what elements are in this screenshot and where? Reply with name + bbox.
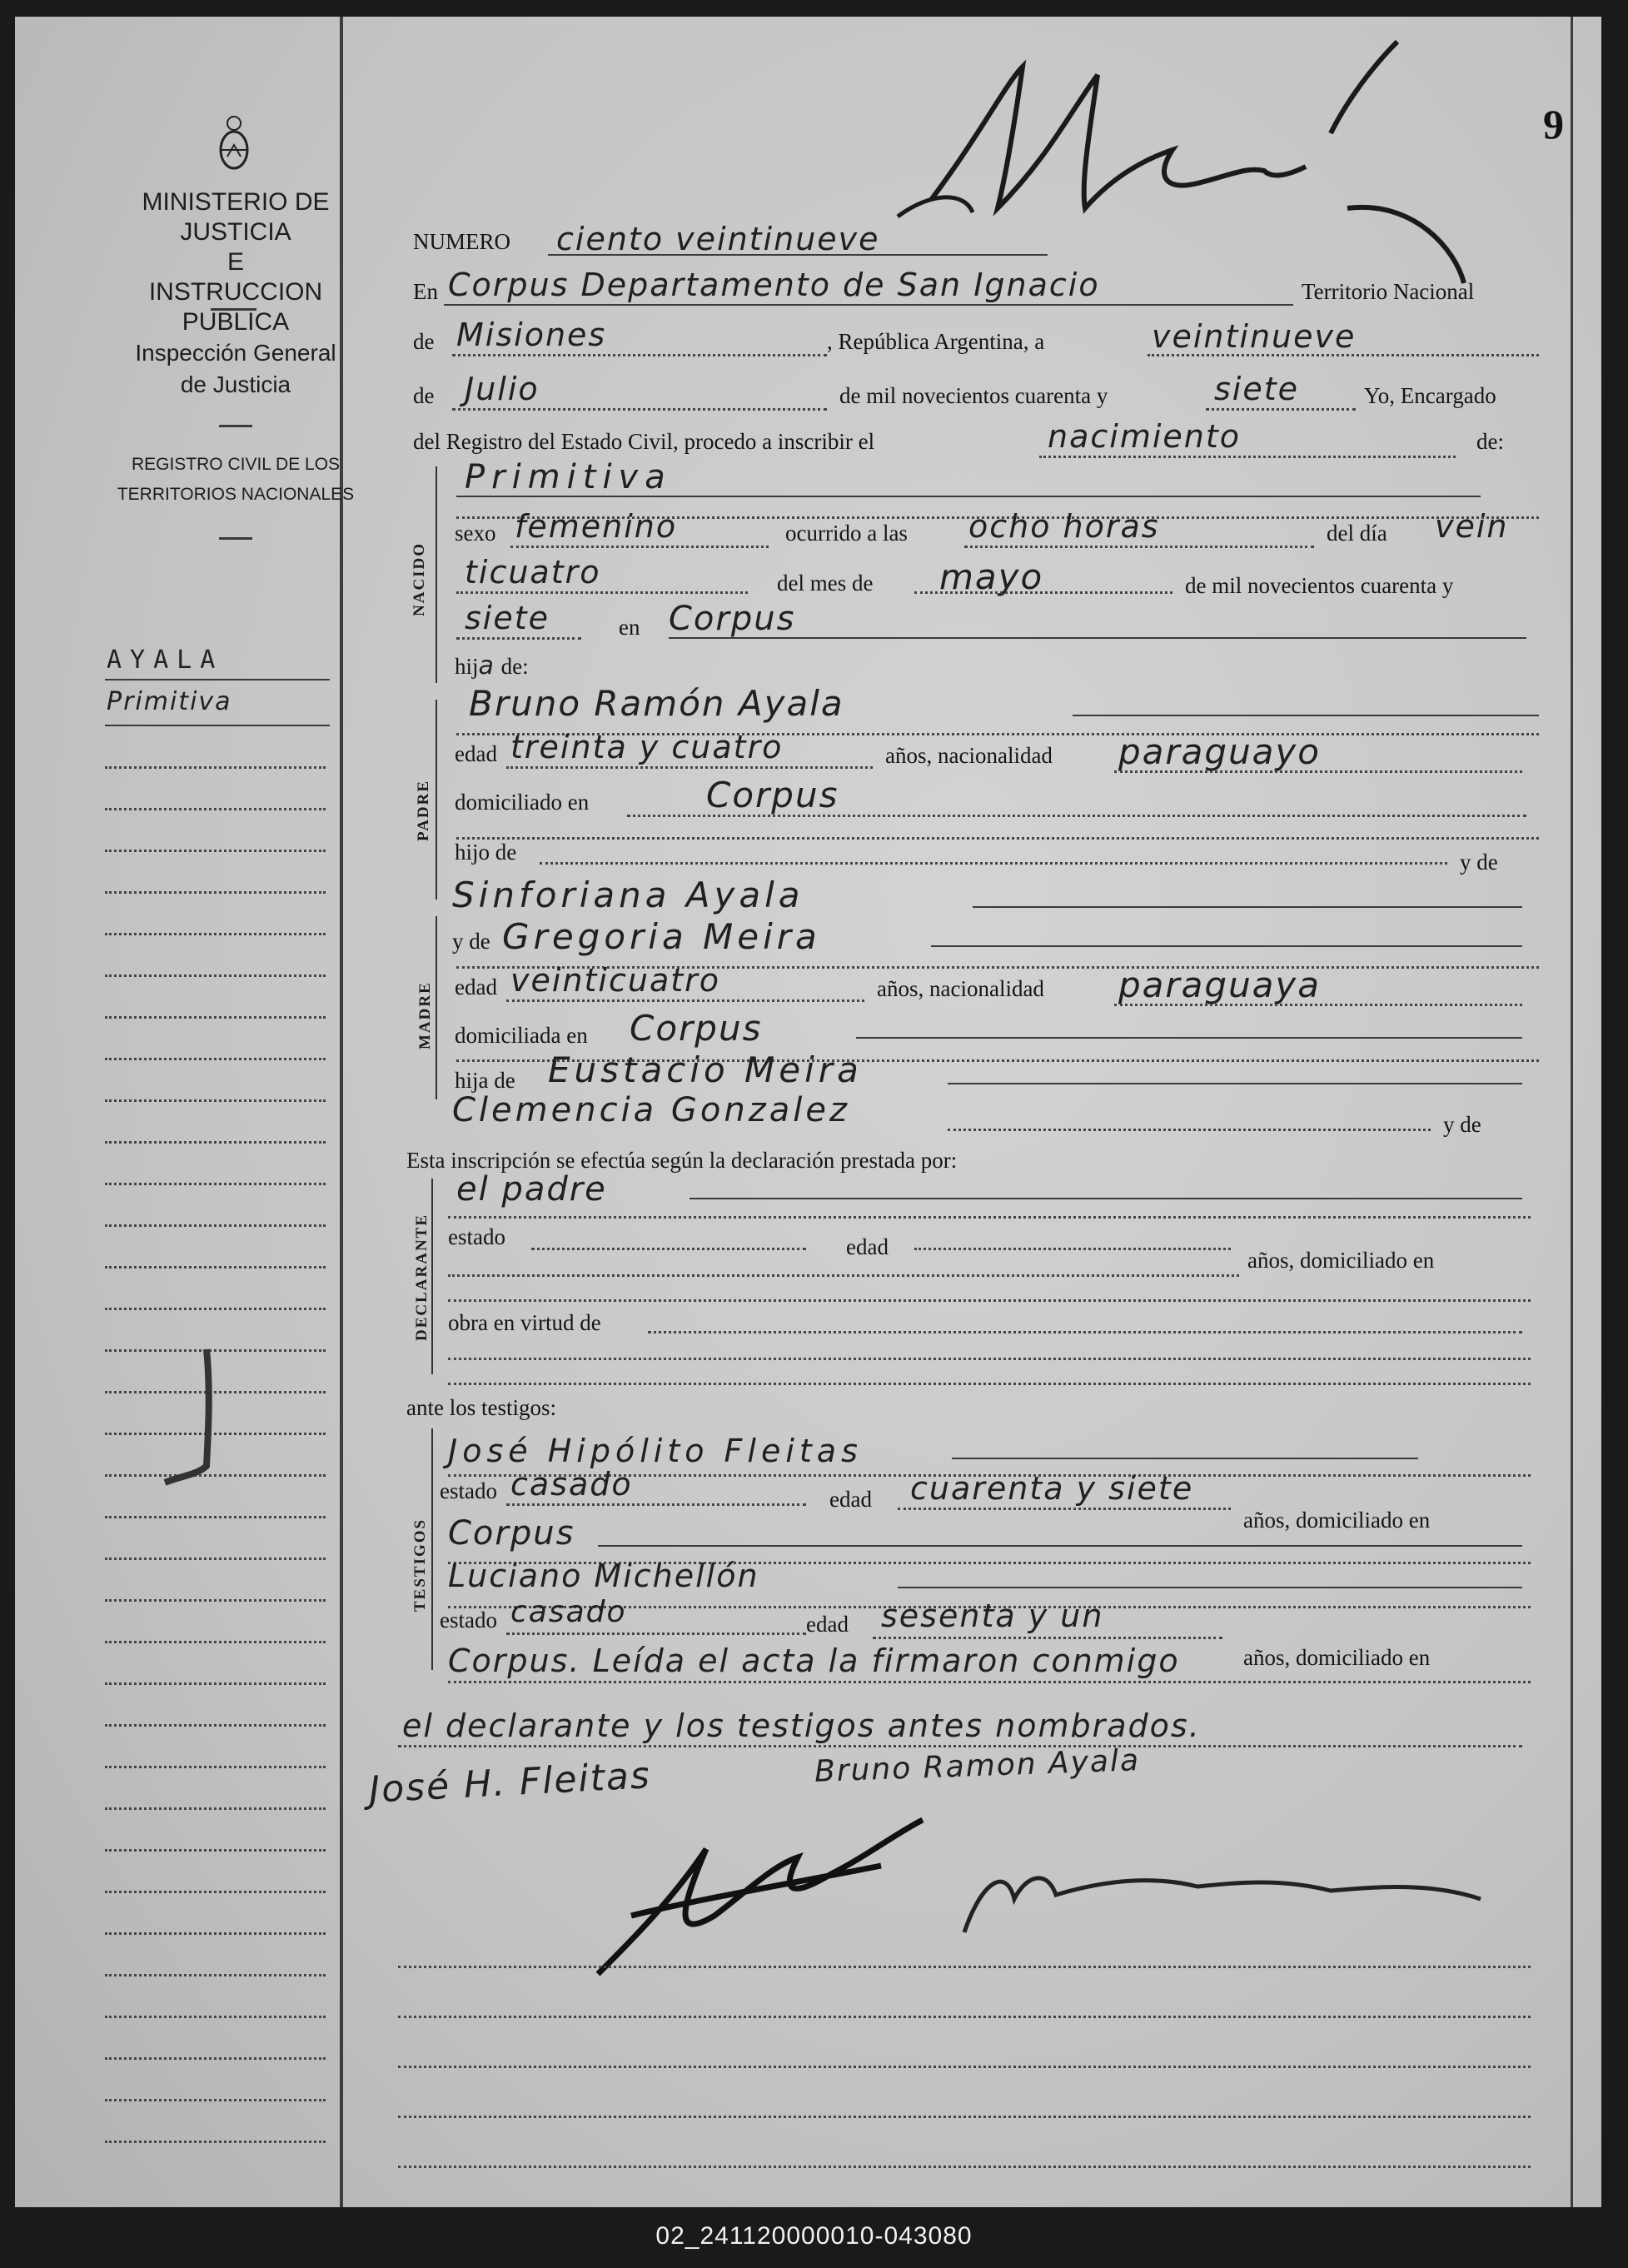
label-declarante-estado: estado xyxy=(448,1224,505,1249)
field-dia-nac-2: ticuatro xyxy=(465,554,601,591)
field-testigo1-nombre: José Hipólito Fleitas xyxy=(448,1433,863,1469)
label-del-mes: del mes de xyxy=(777,571,874,596)
heading-divider xyxy=(211,308,256,311)
field-madre-madre: Clemencia Gonzalez xyxy=(452,1091,850,1129)
field-acto: nacimiento xyxy=(1048,418,1242,455)
label-en: En xyxy=(413,279,438,304)
field-line xyxy=(1039,456,1456,458)
field-line xyxy=(948,1129,1431,1131)
closing-line-2: el declarante y los testigos antes nombrados. xyxy=(402,1707,1201,1744)
label-ocurrido: ocurrido a las xyxy=(785,521,908,546)
field-anio-inscripcion: siete xyxy=(1214,371,1300,407)
section-label-testigos: TESTIGOS xyxy=(411,1518,429,1612)
field-line xyxy=(448,1383,1531,1385)
field-line xyxy=(973,906,1522,908)
field-line xyxy=(456,637,581,640)
field-hija-suffix: a xyxy=(478,651,495,680)
field-lugar: Corpus Departamento de San Ignacio xyxy=(448,267,1100,303)
label-declarante-dom: años, domiciliado en xyxy=(1247,1248,1435,1273)
field-line xyxy=(456,496,1481,497)
label-yo: Yo, Encargado xyxy=(1364,383,1496,408)
label-de: de xyxy=(413,329,435,354)
label-padre-dom: domiciliado en xyxy=(455,790,590,815)
label-madre-dom: domiciliada en xyxy=(455,1023,588,1048)
field-line xyxy=(898,1587,1522,1588)
field-line xyxy=(506,999,864,1002)
field-mes-inscripcion: Julio xyxy=(465,371,540,407)
inspection-heading xyxy=(94,337,377,401)
label-y-de-final: y de xyxy=(1443,1112,1481,1137)
label-numero: NUMERO xyxy=(413,229,511,254)
field-line xyxy=(506,1503,806,1506)
field-line xyxy=(540,862,1447,865)
label-ante-testigos: ante los testigos: xyxy=(406,1395,556,1420)
label-y-de-madre: y de xyxy=(452,929,490,954)
field-line xyxy=(952,1458,1418,1459)
field-line xyxy=(914,1248,1231,1250)
field-testigo2-estado: casado xyxy=(510,1595,627,1629)
label-inscripcion: Esta inscripción se efectúa según la declaración prestada por: xyxy=(406,1148,958,1173)
label-hijo-de: hijo de xyxy=(455,840,517,865)
section-brace-declarante xyxy=(431,1179,448,1374)
section-brace-madre xyxy=(436,916,452,1099)
margin-ink-mark xyxy=(148,1341,240,1491)
field-line xyxy=(510,546,769,548)
field-line xyxy=(448,1299,1531,1302)
section-brace-nacido xyxy=(436,466,452,683)
field-madre-nombre: Gregoria Meira xyxy=(502,916,821,957)
field-padre-edad: treinta y cuatro xyxy=(510,729,784,765)
label-testigo2-estado: estado xyxy=(440,1608,497,1632)
field-madre-nac: paraguaya xyxy=(1118,965,1322,1005)
label-republica: , República Argentina, a xyxy=(827,329,1045,354)
field-nombre: Primitiva xyxy=(465,458,672,496)
section-label-declarante: DECLARANTE xyxy=(413,1213,431,1341)
section-brace-testigos xyxy=(431,1428,448,1670)
label-declarante-edad: edad xyxy=(846,1234,889,1259)
label-sexo: sexo xyxy=(455,521,496,546)
field-padre-nac: paraguayo xyxy=(1118,731,1321,772)
label-testigo1-estado: estado xyxy=(440,1478,497,1503)
field-padre-dom: Corpus xyxy=(706,775,839,815)
section-label-nacido: NACIDO xyxy=(411,541,428,616)
inspection-line-2: de Justicia xyxy=(180,371,291,397)
second-witness-signature xyxy=(948,1849,1497,1949)
label-testigo1-dom: años, domiciliado en xyxy=(1243,1508,1431,1533)
field-line xyxy=(506,1632,806,1635)
field-line xyxy=(1114,1004,1522,1006)
ministry-line-3: INSTRUCCION PUBLICA xyxy=(148,278,323,336)
label-registro: del Registro del Estado Civil, procedo a inscribir el xyxy=(413,429,875,454)
field-numero: ciento veintinueve xyxy=(556,221,880,257)
label-hij: hij xyxy=(455,654,479,679)
field-line xyxy=(873,1637,1222,1639)
label-madre-edad: edad xyxy=(455,974,497,999)
field-line xyxy=(648,1331,1522,1333)
label-testigo1-edad: edad xyxy=(829,1487,872,1512)
scan-caption: 02_241120000010-043080 xyxy=(655,2222,973,2250)
field-line xyxy=(456,837,1539,840)
label-padre-edad: edad xyxy=(455,741,497,766)
field-line xyxy=(452,354,827,356)
section-label-padre: PADRE xyxy=(415,779,432,841)
registry-heading xyxy=(94,450,377,510)
label-mil-nac: de mil novecientos cuarenta y xyxy=(1185,573,1454,598)
folio-number: 9 xyxy=(1543,101,1564,147)
field-dia-nac-1: vein xyxy=(1435,508,1509,545)
label-y-de: y de xyxy=(1460,850,1498,875)
field-line xyxy=(1073,715,1539,716)
official-signature xyxy=(581,1816,964,1982)
field-mes-nac: mayo xyxy=(939,556,1044,597)
field-line xyxy=(456,591,748,594)
field-madre-dom: Corpus xyxy=(630,1008,763,1049)
field-sexo: femenino xyxy=(515,508,678,545)
field-testigo2-edad: sesenta y un xyxy=(881,1598,1104,1634)
field-padre-madre: Sinforiana Ayala xyxy=(452,875,804,915)
registry-line-1: REGISTRO CIVIL DE LOS xyxy=(131,455,341,474)
field-line xyxy=(1148,354,1539,356)
margin-rule xyxy=(105,725,330,726)
section-brace-padre xyxy=(436,700,452,900)
margin-given-name: Primitiva xyxy=(107,687,232,716)
ministry-line-1: MINISTERIO DE JUSTICIA xyxy=(142,188,330,246)
field-line xyxy=(548,254,1048,256)
field-line xyxy=(1114,770,1522,773)
field-line xyxy=(914,591,1172,594)
field-line xyxy=(948,1083,1522,1084)
heading-divider xyxy=(219,537,252,540)
page-edge-line xyxy=(1571,17,1573,2207)
label-territorio: Territorio Nacional xyxy=(1302,279,1475,304)
inspection-line-1: Inspección General xyxy=(135,340,336,366)
field-line xyxy=(627,815,1526,817)
registry-page xyxy=(15,17,1601,2207)
label-testigo2-dom: años, domiciliado en xyxy=(1243,1645,1431,1670)
closing-line-1: Corpus. Leída el acta la firmaron conmigo xyxy=(448,1642,1180,1679)
field-hora: ocho horas xyxy=(968,508,1160,545)
coat-of-arms-icon xyxy=(217,115,251,173)
field-line xyxy=(398,1745,1522,1747)
margin-surname: AYALA xyxy=(107,646,224,675)
field-madre-edad: veinticuatro xyxy=(510,962,720,999)
label-hija-de-madre: hija de xyxy=(455,1068,515,1093)
field-line xyxy=(448,1358,1531,1360)
field-line xyxy=(598,1545,1522,1547)
field-lugar-nac: Corpus xyxy=(669,600,796,638)
field-testigo1-dom: Corpus xyxy=(448,1514,575,1553)
field-territorio: Misiones xyxy=(456,317,607,353)
label-testigo2-edad: edad xyxy=(806,1612,849,1637)
witness-signature: José H. Fleitas xyxy=(367,1754,653,1812)
field-line xyxy=(506,766,873,769)
field-testigo1-edad: cuarenta y siete xyxy=(910,1470,1194,1507)
field-line xyxy=(444,304,1293,306)
heading-divider xyxy=(219,425,252,427)
field-line xyxy=(1206,408,1356,411)
field-madre-padre: Eustacio Meira xyxy=(548,1049,863,1090)
field-dia-inscripcion: veintinueve xyxy=(1152,318,1357,355)
field-declarante: el padre xyxy=(456,1170,607,1209)
field-testigo2-nombre: Luciano Michellón xyxy=(448,1558,759,1594)
registry-line-2: TERRITORIOS NACIONALES xyxy=(117,485,355,504)
father-signature: Bruno Ramon Ayala xyxy=(814,1743,1141,1789)
label-madre-nac: años, nacionalidad xyxy=(877,976,1044,1001)
label-hija-de xyxy=(455,651,529,680)
ministry-line-2: E xyxy=(227,248,244,276)
field-line xyxy=(931,945,1522,947)
label-del-dia: del día xyxy=(1327,521,1387,546)
field-line xyxy=(531,1248,806,1250)
label-mil: de mil novecientos cuarenta y xyxy=(839,383,1108,408)
section-label-madre: MADRE xyxy=(416,981,434,1049)
field-line xyxy=(964,546,1314,548)
field-padre-nombre: Bruno Ramón Ayala xyxy=(469,683,844,724)
field-line xyxy=(690,1198,1522,1199)
field-anio-nac: siete xyxy=(465,600,550,636)
margin-rule xyxy=(105,679,330,680)
field-line xyxy=(448,1681,1531,1683)
label-obra: obra en virtud de xyxy=(448,1310,601,1335)
label-en-lugar: en xyxy=(619,615,640,640)
field-line xyxy=(452,408,827,411)
label-padre-nac: años, nacionalidad xyxy=(885,743,1053,768)
label-de-mes: de xyxy=(413,383,435,408)
label-de-suffix: de: xyxy=(495,654,529,679)
ministry-heading xyxy=(94,187,377,337)
field-testigo1-estado: casado xyxy=(510,1466,633,1503)
field-line xyxy=(448,1274,1239,1277)
label-de-colon: de: xyxy=(1476,429,1504,454)
field-line xyxy=(898,1508,1231,1510)
registrar-initial-signature xyxy=(881,33,1514,300)
field-line xyxy=(448,1216,1531,1219)
field-line xyxy=(856,1037,1522,1039)
field-line xyxy=(669,637,1526,639)
